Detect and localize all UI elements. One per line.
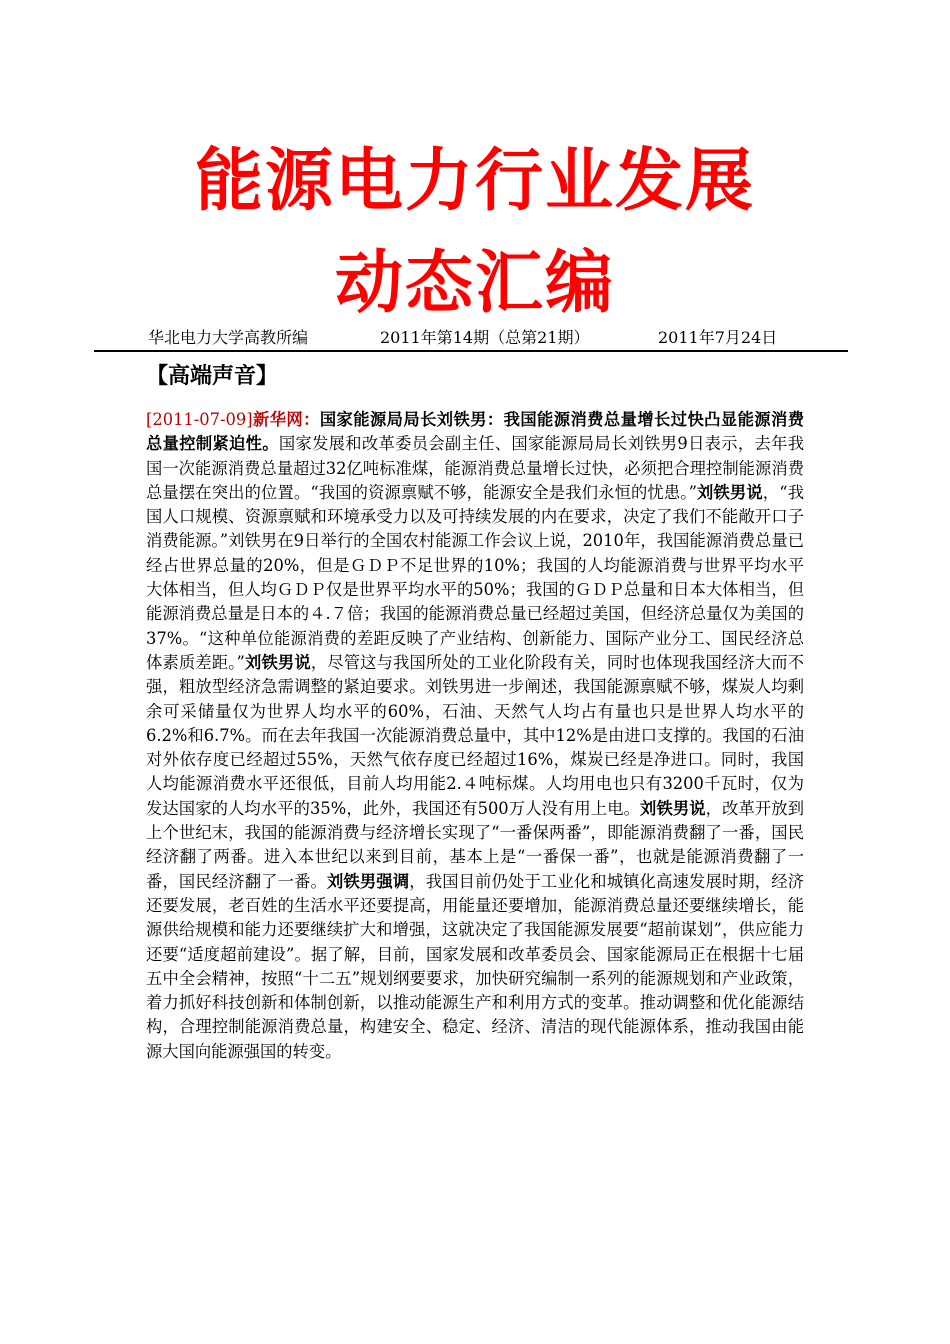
article-text: ，改革开放到上个世纪末，我国的能源消费与经济增长实现了“一番保两番”，即能源消费翻了一番，国民经济翻了两番。进入本世纪以来到目前，基本上是“一番保一番”，也就是能源消费翻了一番，国民经济翻了一番。 bbox=[146, 798, 804, 891]
speaker-label: 刘铁男说 bbox=[696, 482, 763, 502]
bulletin-title-line-2: 动态汇编 bbox=[334, 244, 615, 323]
masthead bbox=[148, 327, 808, 349]
masthead-date: 2011年7月24日 bbox=[658, 328, 778, 347]
masthead-divider bbox=[94, 350, 848, 352]
masthead-issue: 2011年第14期（总第21期） bbox=[380, 328, 590, 347]
speaker-label: 刘铁男说 bbox=[244, 652, 311, 672]
article-body bbox=[146, 408, 804, 1064]
article-text: ，我国目前仍处于工业化和城镇化高速发展时期，经济还要发展，老百姓的生活水平还要提高，用能量还要增加，能源消费总量还要继续增长，能源供给规模和能力还要继续扩大和增强，这就决定了我国能源发展要“超前谋划”，供应能力还要“适度超前建设”。据了解，目前，国家发展和改革委员会、国家能源局正在根据十七届五中全会精神，按照“十二五”规划纲要要求，加快研究编制一系列的能源规划和产业政策，着力抓好科技创新和体制创新，以推动能源生产和利用方式的变革。推动调整和优化能源结构，合理控制能源消费总量，构建安全、稳定、经济、清洁的现代能源体系，推动我国由能源大国向能源强国的转变。 bbox=[146, 871, 804, 1061]
speaker-label: 刘铁男强调 bbox=[327, 871, 410, 891]
section-heading: 【高端声音】 bbox=[146, 364, 279, 389]
article-source: 新华网： bbox=[252, 410, 320, 429]
speaker-label: 刘铁男说 bbox=[640, 798, 706, 818]
article-text: ，“我国人口规模、资源禀赋和环境承受力以及可持续发展的内在要求，决定了我们不能敞开口子消费能源。”刘铁男在9日举行的全国农村能源工作会议上说，2010年，我国能源消费总量已经占世界总量的20%，但是ＧＤＰ不足世界的10%；我国的人均能源消费与世界平均水平大体相当，但人均ＧＤＰ仅是世界平均水平的50%；我国的ＧＤＰ总量和日本大体相当，但能源消费总量是日本的４.７倍；我国的能源消费总量已经超过美国，但经济总量仅为美国的37%。“这种单位能源消费的差距反映了产业结构、创新能力、国际产业分工、国民经济总体素质差距。” bbox=[146, 482, 804, 672]
article-text: ，尽管这与我国所处的工业化阶段有关，同时也体现我国经济大而不强，粗放型经济急需调整的紧迫要求。刘铁男进一步阐述，我国能源禀赋不够，煤炭人均剩余可采储量仅为世界人均水平的60%，石油、天然气人均占有量也只是世界人均水平的6.2%和6.7%。而在去年我国一次能源消费总量中，其中12%是由进口支撑的。我国的石油对外依存度已经超过55%，天然气依存度已经超过16%，煤炭已经是净进口。同时，我国人均能源消费水平还很低，目前人均用能2.４吨标煤。人均用电也只有3200千瓦时，仅为发达国家的人均水平的35%，此外，我国还有500万人没有用上电。 bbox=[146, 652, 804, 818]
article-headline: 国家能源局局长刘铁男：我国能源消费总量增长过快凸显能源消费总量控制紧迫性。 bbox=[146, 410, 804, 454]
bulletin-title-line-1: 能源电力行业发展 bbox=[194, 142, 755, 221]
masthead-publisher: 华北电力大学高教所编 bbox=[148, 328, 309, 347]
article-text: 国家发展和改革委员会副主任、国家能源局局长刘铁男9日表示，去年我国一次能源消费总量超过32亿吨标准煤，能源消费总量增长过快，必须把合理控制能源消费总量摆在突出的位置。“我国的资源禀赋不够，能源安全是我们永恒的忧患。” bbox=[146, 434, 804, 502]
article-date-tag: [2011-07-09] bbox=[146, 410, 253, 429]
